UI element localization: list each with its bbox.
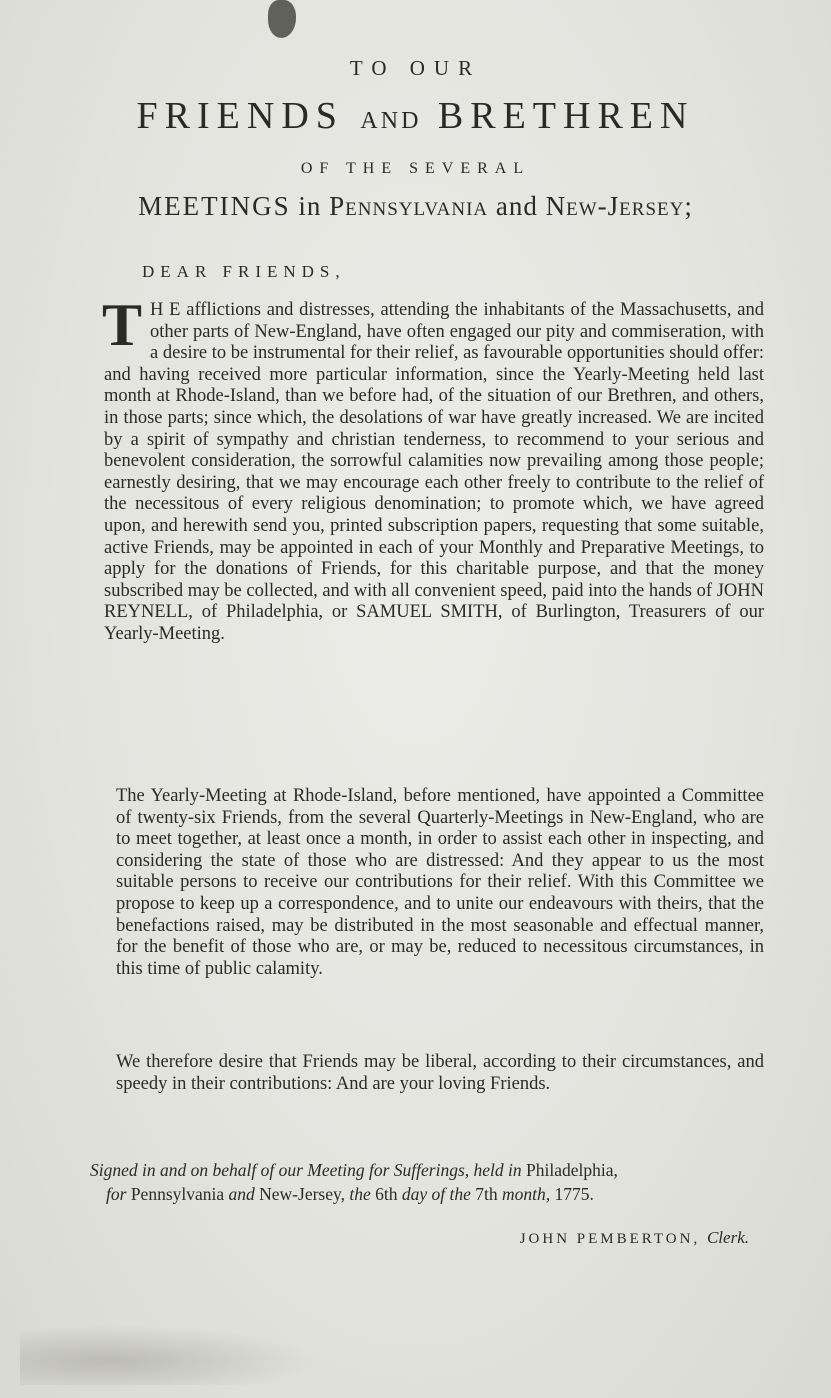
clerk-signature — [520, 1228, 749, 1248]
header-pennsylvania: Pennsylvania — [329, 191, 489, 221]
header-new-jersey: New-Jersey; — [545, 191, 693, 221]
salutation: DEAR FRIENDS, — [142, 262, 346, 281]
signed-block — [90, 1158, 770, 1206]
paragraph-1-text: H E afflictions and distresses, attending the inhabitants of the Massachusetts, and other parts of New-England, have often engaged our pity and commiseration, with a desire to be instrumental for their relief, as favourable opportunities should offer: and having received more particular information, since the Yearly-Meeting held last month at Rhode-Island, than we before had, of the situation of our Brethren, and others, in those parts; since which, the desolations of war have greatly increased. We are incited by a spirit of sympathy and christian tenderness, to recommend to your serious and benevolent consideration, the sorrowful calamities now prevailing among those people; earnestly desiring, that we may encourage each other freely to contribute to the relief of the necessitous of every religious denomination; to promote which, we have agreed upon, and herewith send you, printed subscription papers, requesting that some suitable, active Friends, may be appointed in each of your Monthly and Preparative Meetings, to apply for the donations of Friends, for this charitable purpose, and that the money subscribed may be collected, and with all convenient speed, paid into the hands of JOHN REYNELL, of Philadelphia, or SAMUEL SMITH, of Burlington, Treasurers of our Yearly-Meeting. — [104, 300, 764, 644]
header-meetings: MEETINGS — [138, 191, 291, 221]
clerk-title: Clerk. — [706, 1228, 749, 1247]
paragraph-3: We therefore desire that Friends may be liberal, according to their circumstances, and speedy in their contributions: And are your loving Friends. — [116, 1052, 764, 1094]
header-and: AND — [360, 108, 422, 134]
header-friends: FRIENDS — [136, 95, 344, 137]
paragraph-1 — [102, 292, 764, 646]
header-in: in — [298, 191, 322, 221]
header-line-2 — [0, 94, 831, 138]
header-line-3: OF THE SEVERAL — [300, 160, 531, 177]
paragraph-2: The Yearly-Meeting at Rhode-Island, before mentioned, have appointed a Committee of twenty-six Friends, from the several Quarterly-Meetings in New-England, who are to meet together, at least once a month, in order to assist each other in inspecting, and considering the state of those who are distressed: And they appear to us the most suitable persons to receive our contributions for their relief. With this Committee we propose to keep up a correspondence, and to unite our endeavours with theirs, that the benefactions raised, may be distributed in the most seasonable and effectual manner, for the benefit of those who are, or may be, reduced to necessitous circumstances, in this time of public calamity. — [116, 786, 764, 979]
header-and-2: and — [495, 191, 538, 221]
clerk-name: JOHN PEMBERTON, — [519, 1231, 701, 1247]
header-line-1: TO OUR — [349, 56, 482, 80]
paper-stain — [20, 1325, 320, 1385]
signed-line-2: for Pennsylvania and New-Jersey, the 6th day of the 7th month, 1775. — [106, 1184, 594, 1204]
header-line-4 — [0, 191, 831, 222]
signed-line-1: Signed in and on behalf of our Meeting for Sufferings, held in Philadelphia, — [90, 1160, 618, 1180]
ink-blot — [268, 0, 296, 38]
drop-cap: T — [102, 292, 143, 358]
header-brethren: BRETHREN — [437, 95, 695, 137]
